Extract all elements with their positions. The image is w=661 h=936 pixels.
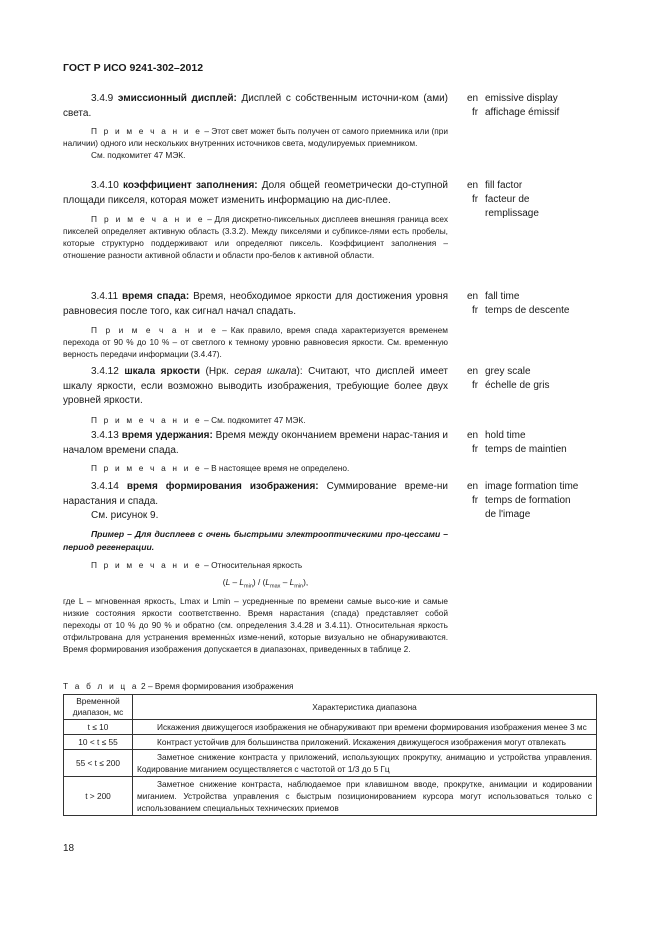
term-name: эмиссионный дисплей:	[117, 93, 237, 104]
term-text: Дисплей с собственным источни-ком (ами) света.	[63, 93, 449, 119]
table-row	[64, 720, 597, 735]
page-number: 18	[63, 843, 75, 854]
table-header-row	[64, 695, 597, 720]
term-definition: 3.4.13 время удержания: Время между окончанием времени нарас-тания и началом времени спада.	[63, 430, 448, 456]
entry-3-4-9	[63, 92, 448, 161]
range-cell: 10 < t ≤ 55	[64, 735, 133, 750]
description-cell: Заметное снижение контраста у приложений, использующих прокрутку, анимацию и устройства управления. Кодирование миганием осуществляется с частотой от 1/3 до 5 Гц	[133, 750, 597, 777]
translations-3-4-10: en fill factor fr facteur de remplissage	[467, 180, 539, 219]
note: П р и м е ч а н и е – Как правило, время спада характеризуется временем перехода от 90 % до 10 % – от светлого к темному уровню равновесия яркости. См. временную верность передачи информации (3.4.47).	[63, 325, 448, 359]
term-number: 3.4.9	[91, 93, 114, 104]
translations-3-4-13: en hold time fr temps de maintien	[467, 430, 567, 455]
entry-3-4-11	[63, 290, 448, 360]
term-definition	[63, 92, 448, 121]
range-cell: t ≤ 10	[64, 720, 133, 735]
entry-3-4-10	[63, 179, 448, 261]
english-term: emissive display	[485, 93, 558, 104]
translations-3-4-9: en emissive display fr affichage émissif	[467, 93, 560, 118]
note: П р и м е ч а н и е – Этот свет может быть получен от самого приемника или (при наличии) одного или нескольких внутренних источников света, модулируемых приемником.	[63, 126, 448, 148]
see-reference: См. рисунок 9.	[91, 510, 159, 521]
formula: $(L - L_{min}) / (L_{max} - L_{min})$,	[222, 577, 309, 590]
document-header: ГОСТ Р ИСО 9241-302–2012	[63, 62, 204, 74]
french-term: affichage émissif	[485, 107, 560, 118]
formula-explanation: где L – мгновенная яркость, Lmax и Lmin – усредненные по времени самые высо-кие и самые низкие состояния яркости соответственно. Время нарастания (спада) представляет собой переходы от 10 % до 90 % и обратно (см. определения 3.4.28 и 3.4.11). Относительная яркость отфильтрована для устранения временны́х изме-нений, которые визуально не обнаруживаются. Время формирования изображения допускается в диапазонах, приведенных в таблице 2.	[63, 595, 448, 654]
range-cell: 55 < t ≤ 200	[64, 750, 133, 777]
note: П р и м е ч а н и е – Относительная яркость	[91, 560, 303, 570]
column-header-range: Временной диапазон, мс	[64, 695, 133, 720]
table-row	[64, 777, 597, 816]
note: П р и м е ч а н и е – В настоящее время не определено.	[91, 463, 350, 473]
description-cell: Искажения движущегося изображения не обнаруживают при времени формирования изображения менее 3 мс	[133, 720, 597, 735]
range-table	[63, 694, 597, 816]
term-definition: 3.4.10 коэффициент заполнения: Доля общей геометрически до-ступной площади пикселя, которая может изменить информацию на дис-плее.	[63, 180, 448, 206]
note: П р и м е ч а н и е – См. подкомитет 47 МЭК.	[91, 414, 306, 425]
term-definition: 3.4.12 шкала яркости (Нрк. серая шкала): Считают, что дисплей имеет шкалу яркости, если возможно выводить изображения, требующие более двух уровней яркости.	[63, 366, 449, 406]
description-cell: Контраст устойчив для большинства приложений. Искажения движущегося изображения могут отвлекать	[133, 735, 597, 750]
example: Пример – Для дисплеев с очень быстрыми электрооптическими про-цессами – период регенерации.	[63, 529, 448, 552]
translations-3-4-12: en grey scale fr échelle de gris	[467, 366, 550, 391]
table-caption: Т а б л и ц а 2 – Время формирования изображения	[63, 681, 294, 691]
entry-3-4-14	[63, 480, 448, 655]
range-cell: t > 200	[64, 777, 133, 816]
translations-3-4-14: en image formation time fr temps de formation de l'image	[467, 481, 579, 520]
term-definition: 3.4.11 время спада: Время, необходимое яркости для достижения уровня равновесия после того, как сигнал начал спадать.	[63, 291, 448, 317]
see-reference: См. подкомитет 47 МЭК.	[91, 150, 186, 160]
term-definition: 3.4.14 время формирования изображения: Суммирование време-ни нарастания и спада.	[63, 481, 448, 507]
table-row	[64, 750, 597, 777]
column-header-characteristic: Характеристика диапазона	[133, 695, 597, 720]
translations-3-4-11: en fall time fr temps de descente	[467, 291, 570, 316]
entry-3-4-13	[63, 429, 448, 474]
description-cell: Заметное снижение контраста, наблюдаемое при клавишном вводе, прокрутке, анимации и кодировании миганием. Устройства управления с быстрым позиционированием курсора могут использоваться только с использованием специальных технических приемов	[133, 777, 597, 816]
note: П р и м е ч а н и е – Для дискретно-пиксельных дисплеев внешняя граница всех пикселей определяет активную область (3.3.2). Между пикселями и субпиксе-лями есть пробелы, которые структурно поддерживают или определяют пиксель. Коэффициент заполнения – отношение разности активной области и области про-белов к активной области.	[63, 214, 448, 260]
table-row	[64, 735, 597, 750]
entry-3-4-12	[63, 365, 448, 426]
